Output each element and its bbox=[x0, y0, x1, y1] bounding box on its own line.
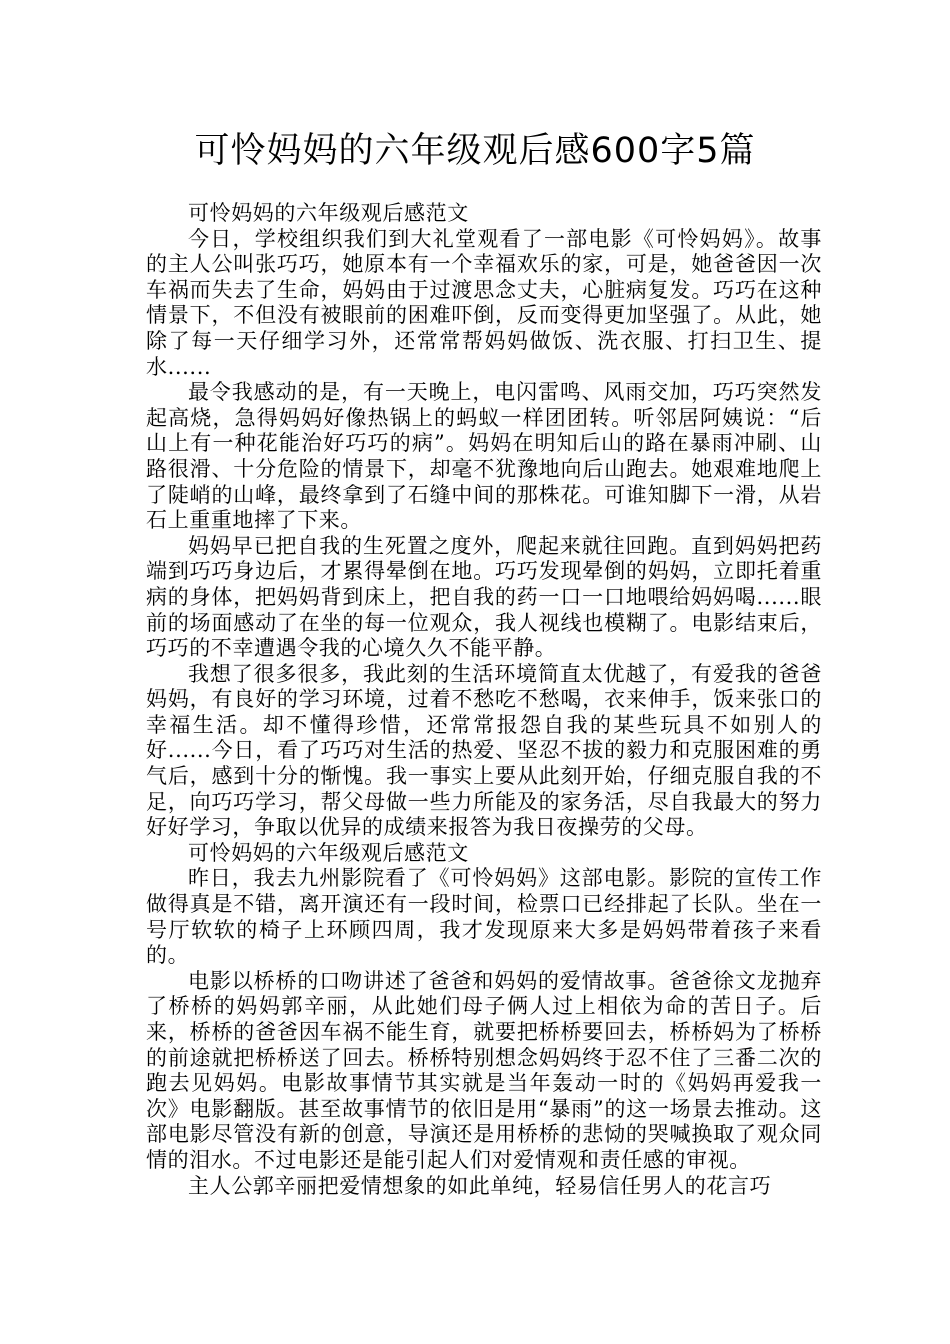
document-title: 可怜妈妈的六年级观后感600字5篇 bbox=[194, 131, 756, 171]
paragraph: 主人公郭辛丽把爱情想象的如此单纯，轻易信任男人的花言巧 bbox=[188, 1173, 772, 1198]
paragraph: 妈妈早已把自我的生死置之度外，爬起来就往回跑。直到妈妈把药端到巧巧身边后，才累得晕倒在地。巧巧发现晕倒的妈妈，立即托着重病的身体，把妈妈背到床上，把自我的药一口一口地喂给妈妈喝......眼前的场面感动了在坐的每一位观众，我人视线也模糊了。电影结束后，巧巧的不幸遭遇令我的心境久久不能平静。 bbox=[146, 533, 822, 661]
section-heading: 可怜妈妈的六年级观后感范文 bbox=[188, 201, 469, 225]
paragraph: 电影以桥桥的口吻讲述了爸爸和妈妈的爱情故事。爸爸徐文龙抛弃了桥桥的妈妈郭辛丽，从此她们母子俩人过上相依为命的苦日子。后来，桥桥的爸爸因车祸不能生育，就要把桥桥要回去，桥桥妈为了桥桥的前途就把桥桥送了回去。桥桥特别想念妈妈终于忍不住了三番二次的跑去见妈妈。电影故事情节其实就是当年轰动一时的《妈妈再爱我一次》电影翻版。甚至故事情节的依旧是用“暴雨”的这一场景去推动。这部电影尽管没有新的创意，导演还是用桥桥的悲恸的哭喊换取了观众同情的泪水。不过电影还是能引起人们对爱情观和责任感的审视。 bbox=[146, 968, 822, 1172]
paragraph: 今日，学校组织我们到大礼堂观看了一部电影《可怜妈妈》。故事的主人公叫张巧巧，她原本有一个幸福欢乐的家，可是，她爸爸因一次车祸而失去了生命，妈妈由于过渡思念丈夫，心脏病复发。巧巧在这种情景下，不但没有被眼前的困难吓倒，反而变得更加坚强了。从此，她除了每一天仔细学习外，还常常帮妈妈做饭、洗衣服、打扫卫生、提水...... bbox=[146, 226, 822, 379]
paragraph: 我想了很多很多，我此刻的生活环境简直太优越了，有爱我的爸爸妈妈，有良好的学习环境，过着不愁吃不愁喝，衣来伸手，饭来张口的幸福生活。却不懂得珍惜，还常常报怨自我的某些玩具不如别人的好......今日，看了巧巧对生活的热爱、坚忍不拔的毅力和克服困难的勇气后，感到十分的惭愧。我一事实上要从此刻开始，仔细克服自我的不足，向巧巧学习，帮父母做一些力所能及的家务活，尽自我最大的努力好好学习，争取以优异的成绩来报答为我日夜操劳的父母。 bbox=[146, 661, 822, 840]
document-body bbox=[146, 201, 822, 1199]
paragraph: 最令我感动的是，有一天晚上，电闪雷鸣、风雨交加，巧巧突然发起高烧，急得妈妈好像热锅上的蚂蚁一样团团转。听邻居阿姨说：“后山上有一种花能治好巧巧的病”。妈妈在明知后山的路在暴雨冲刷、山路很滑、十分危险的情景下，却毫不犹豫地向后山跑去。她艰难地爬上了陡峭的山峰，最终拿到了石缝中间的那株花。可谁知脚下一滑，从岩石上重重地摔了下来。 bbox=[146, 380, 822, 533]
section-heading: 可怜妈妈的六年级观后感范文 bbox=[188, 840, 469, 865]
paragraph: 昨日，我去九州影院看了《可怜妈妈》这部电影。影院的宣传工作做得真是不错，离开演还有一段时间，检票口已经排起了长队。坐在一号厅软软的椅子上环顾四周，我才发现原来大多是妈妈带着孩子来看的。 bbox=[146, 866, 822, 968]
